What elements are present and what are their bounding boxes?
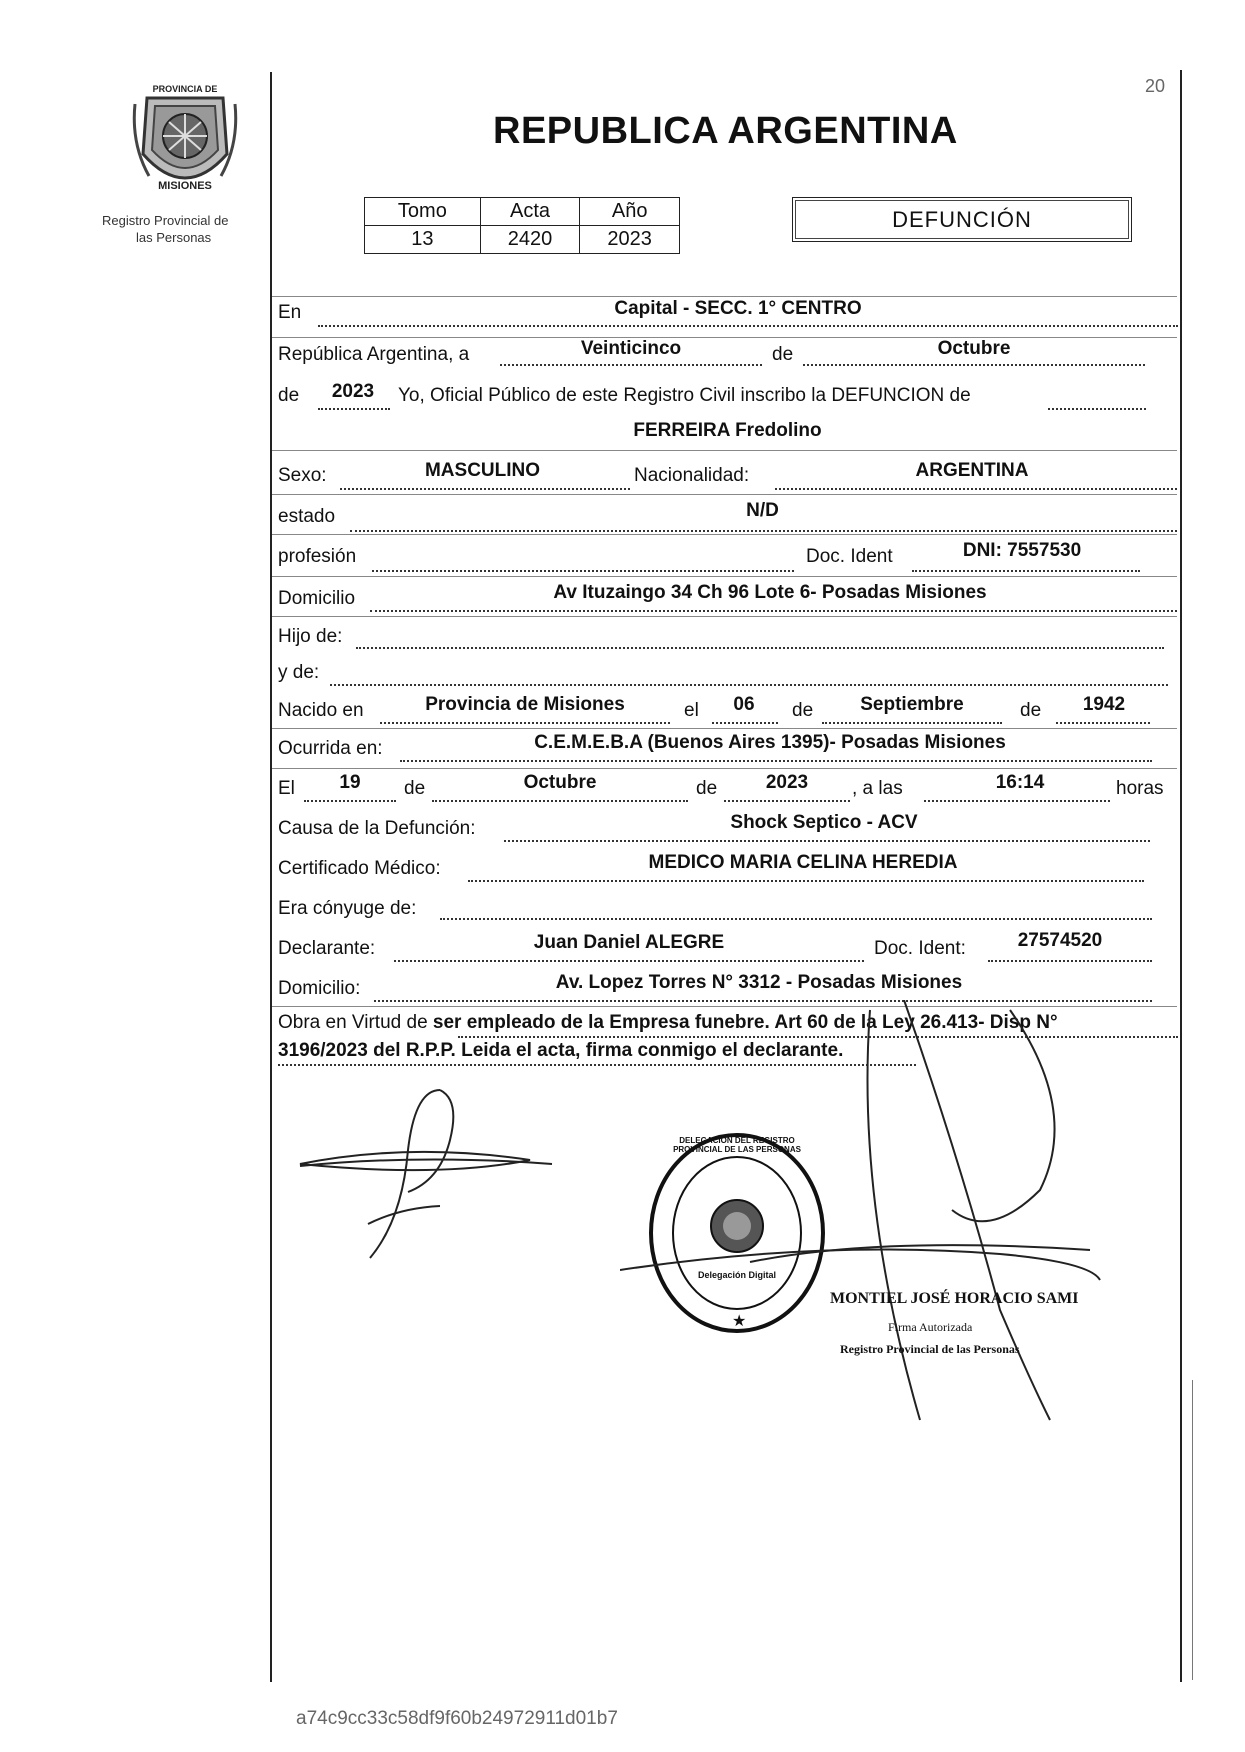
header-acta: Acta <box>480 198 580 226</box>
label-causa: Causa de la Defunción: <box>278 818 476 839</box>
value-domicilio: Av Ituzaingo 34 Ch 96 Lote 6- Posadas Misiones <box>553 582 987 603</box>
label-de: de <box>772 344 794 365</box>
right-margin-line-outer <box>1192 1380 1193 1680</box>
label-a-las: , a las <box>852 778 903 799</box>
left-margin-line <box>270 72 272 1682</box>
act-type-box <box>792 197 1132 242</box>
label-de-a: de <box>792 700 814 721</box>
label-domicilio: Domicilio <box>278 588 356 609</box>
value-documento: DNI: 7557530 <box>962 540 1082 561</box>
label-nacionalidad: Nacionalidad: <box>634 465 750 486</box>
label-nacido-en: Nacido en <box>278 700 364 721</box>
value-certificado: MEDICO MARIA CELINA HEREDIA <box>648 852 958 873</box>
label-declarante: Declarante: <box>278 938 376 959</box>
value-def-hora: 16:14 <box>995 772 1045 793</box>
label-domicilio2: Domicilio: <box>278 978 361 999</box>
value-nac-dia: 06 <box>733 694 755 715</box>
value-anio: 2023 <box>331 381 375 402</box>
label-doc-ident2: Doc. Ident: <box>874 938 966 959</box>
label-horas: horas <box>1116 778 1164 799</box>
label-de-anio: de <box>278 385 300 406</box>
label-obra-prefix: Obra en Virtud de <box>278 1012 433 1033</box>
seal-inner-text: Delegación Digital <box>697 1270 777 1280</box>
label-de-d: de <box>696 778 718 799</box>
svg-text:★: ★ <box>732 1311 747 1330</box>
value-def-dia: 19 <box>339 772 361 793</box>
value-def-anio: 2023 <box>765 772 809 793</box>
label-republica: República Argentina, a <box>278 344 470 365</box>
value-tomo: 13 <box>365 226 481 254</box>
value-obra-line2: 3196/2023 del R.P.P. Leida el acta, firma conmigo el declarante. <box>278 1040 844 1061</box>
book-reference-table <box>364 197 680 254</box>
stamp-name: MONTIEL JOSÉ HORACIO SAMI <box>830 1290 1079 1307</box>
value-declarante-doc: 27574520 <box>1017 930 1103 951</box>
stamp-role: Firma Autorizada <box>888 1320 973 1334</box>
declarant-signature <box>290 1080 570 1260</box>
page-title: REPUBLICA ARGENTINA <box>493 110 958 152</box>
label-hijo-de: Hijo de: <box>278 626 343 647</box>
act-type-label: DEFUNCIÓN <box>892 207 1032 232</box>
value-declarante-domicilio: Av. Lopez Torres N° 3312 - Posadas Misiones <box>555 972 963 993</box>
label-doc-ident: Doc. Ident <box>806 546 893 567</box>
right-margin-line <box>1180 70 1182 1682</box>
label-ocurrida-en: Ocurrida en: <box>278 738 383 759</box>
value-nacido-en: Provincia de Misiones <box>425 694 625 715</box>
value-obra-line1: ser empleado de la Empresa funebre. Art 60 de la Ley 26.413- Disp N° <box>432 1012 1058 1033</box>
page-number: 20 <box>1145 76 1166 96</box>
footer-hash: a74c9cc33c58df9f60b24972911d01b7 <box>296 1708 618 1729</box>
label-profesion: profesión <box>278 546 357 567</box>
value-causa: Shock Septico - ACV <box>730 812 918 833</box>
value-ocurrida-en: C.E.M.E.B.A (Buenos Aires 1395)- Posadas Misiones <box>534 732 1006 753</box>
stamp-org: Registro Provincial de las Personas <box>840 1342 1020 1356</box>
label-sexo: Sexo: <box>278 465 327 486</box>
value-lugar: Capital - SECC. 1° CENTRO <box>614 298 862 319</box>
label-inscribo: Yo, Oficial Público de este Registro Civil inscribo la DEFUNCION de <box>398 385 971 406</box>
seal-ring-text: DELEGACION DEL REGISTRO PROVINCIAL DE LAS PERSONAS <box>673 1136 801 1154</box>
label-en: En <box>278 302 302 323</box>
logo-lettering <box>127 84 243 200</box>
label-el2: El <box>278 778 295 799</box>
logo-text-bottom: MISIONES <box>158 180 212 192</box>
value-mes: Octubre <box>937 338 1011 359</box>
value-declarante: Juan Daniel ALEGRE <box>533 932 725 953</box>
value-estado: N/D <box>746 500 779 521</box>
label-estado: estado <box>278 506 336 527</box>
label-de-b: de <box>1020 700 1042 721</box>
value-nac-mes: Septiembre <box>860 694 964 715</box>
value-sexo: MASCULINO <box>424 460 541 481</box>
value-nac-anio: 1942 <box>1082 694 1126 715</box>
label-de-c: de <box>404 778 426 799</box>
value-nacionalidad: ARGENTINA <box>915 460 1029 481</box>
value-fallecido: FERREIRA Fredolino <box>633 420 822 441</box>
official-signature <box>620 1000 1140 1440</box>
label-el: el <box>684 700 699 721</box>
registry-name-line2: las Personas <box>136 230 212 245</box>
registry-name-line1: Registro Provincial de <box>102 213 229 228</box>
logo-text-top: PROVINCIA DE <box>152 84 218 94</box>
value-anio: 2023 <box>580 226 680 254</box>
header-anio: Año <box>580 198 680 226</box>
value-def-mes: Octubre <box>523 772 597 793</box>
label-y-de: y de: <box>278 662 320 683</box>
label-conyuge: Era cónyuge de: <box>278 898 417 919</box>
value-acta: 2420 <box>480 226 580 254</box>
label-certificado: Certificado Médico: <box>278 858 441 879</box>
value-dia-letras: Veinticinco <box>580 338 682 359</box>
header-tomo: Tomo <box>365 198 481 226</box>
